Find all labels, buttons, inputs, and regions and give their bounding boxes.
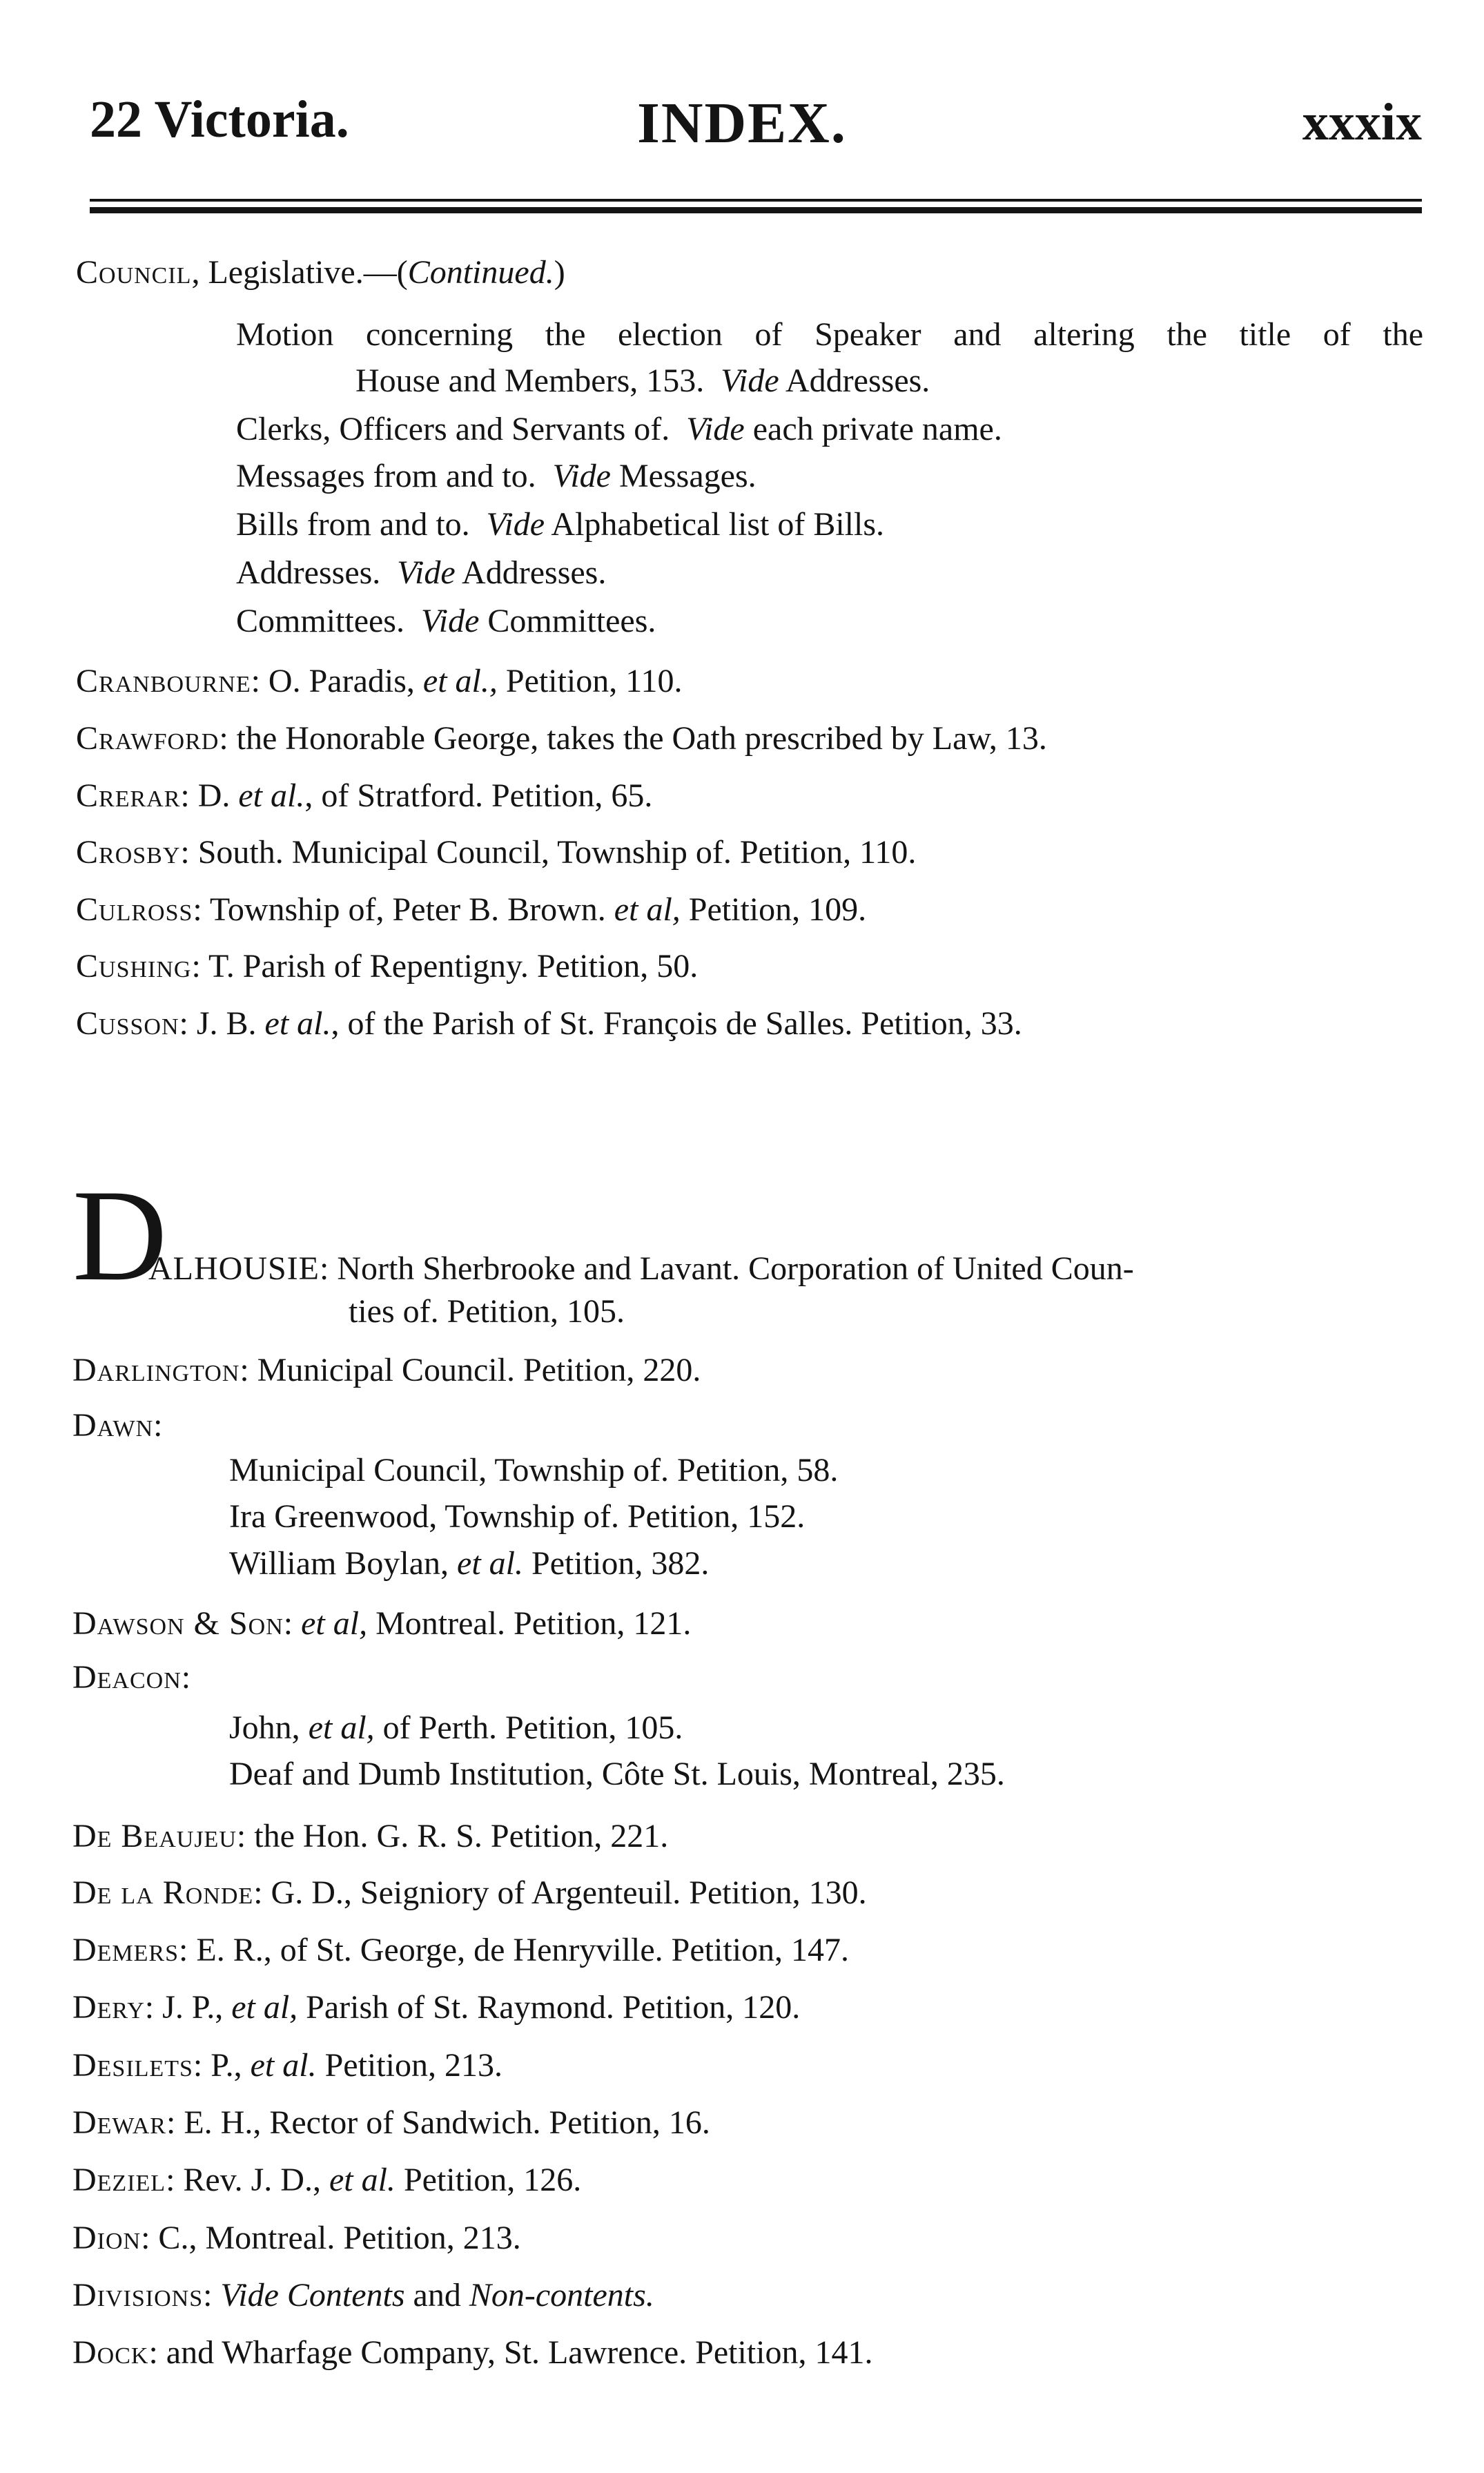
entry-head: Dawn: [72, 1407, 154, 1444]
subentry-messages: Messages from and to. Vide Messages.: [236, 458, 756, 494]
entry-head: Crawford: [76, 720, 219, 757]
header-rule-thin: [90, 199, 1422, 202]
entry-cushing: Cushing: T. Parish of Repentigny. Petition, 50.: [76, 948, 699, 985]
entry-crerar: Crerar: D. et al., of Stratford. Petition, 65.: [76, 777, 653, 814]
entry-head: Cushing: [76, 948, 192, 985]
entry-head: Divisions: [72, 2277, 204, 2314]
entry-desilets: Desilets: P., et al. Petition, 213.: [72, 2047, 502, 2084]
entry-head: Culross: [76, 891, 193, 928]
entry-council: Council, Legislative.—(Continued.): [76, 254, 565, 291]
subentry-addresses: Addresses. Vide Addresses.: [236, 554, 607, 591]
entry-dock: Dock: and Wharfage Company, St. Lawrence. Petition, 141.: [72, 2334, 873, 2371]
entry-head: Desilets: [72, 2047, 193, 2084]
entry-head: Crerar: [76, 777, 181, 814]
running-head-left: 22 Victoria.: [90, 90, 349, 148]
entry-head: Dery: [72, 1989, 145, 2026]
entry-de-la-ronde: De la Ronde: G. D., Seigniory of Argenteuil. Petition, 130.: [72, 1874, 867, 1911]
subentry-deacon-institution: Deaf and Dumb Institution, Côte St. Louis, Montreal, 235.: [229, 1756, 1005, 1792]
entry-cusson: Cusson: J. B. et al., of the Parish of St. François de Salles. Petition, 33.: [76, 1005, 1022, 1042]
entry-deacon: Deacon:: [72, 1659, 191, 1696]
entry-head: De Beaujeu: [72, 1818, 237, 1854]
subentry-motion-cont: House and Members, 153. Vide Addresses.: [355, 362, 930, 399]
entry-head: Deacon: [72, 1659, 182, 1696]
entry-dewar: Dewar: E. H., Rector of Sandwich. Petition, 16.: [72, 2104, 710, 2141]
entry-head: ALHOUSIE: [148, 1250, 320, 1287]
subentry-dawn-boylan: William Boylan, et al. Petition, 382.: [229, 1545, 710, 1582]
entry-dalhousie: ALHOUSIE: North Sherbrooke and Lavant. Corporation of United Coun-: [148, 1250, 1134, 1287]
subentry-motion: Motion concerning the election of Speaker and altering the title of the: [236, 316, 1423, 353]
entry-head: Cusson: [76, 1005, 179, 1042]
entry-crosby: Crosby: South. Municipal Council, Township of. Petition, 110.: [76, 834, 917, 871]
entry-demers: Demers: E. R., of St. George, de Henryville. Petition, 147.: [72, 1932, 850, 1968]
entry-head: Cranbourne: [76, 663, 251, 699]
entry-crawford: Crawford: the Honorable George, takes the Oath prescribed by Law, 13.: [76, 720, 1047, 757]
entry-head: Crosby: [76, 834, 181, 871]
running-head-title: INDEX.: [637, 91, 847, 155]
entry-divisions: Divisions: Vide Contents and Non-contents.: [72, 2277, 654, 2314]
entry-darlington: Darlington: Municipal Council. Petition, 220.: [72, 1352, 701, 1388]
running-head: [0, 83, 1484, 159]
page-number: xxxix: [1302, 93, 1422, 151]
entry-culross: Culross: Township of, Peter B. Brown. et al, Petition, 109.: [76, 891, 867, 928]
entry-dawson: Dawson & Son: et al, Montreal. Petition, 121.: [72, 1605, 692, 1642]
subentry-deacon-john: John, et al, of Perth. Petition, 105.: [229, 1709, 683, 1746]
entry-cranbourne: Cranbourne: O. Paradis, et al., Petition, 110.: [76, 663, 683, 699]
entry-dery: Dery: J. P., et al, Parish of St. Raymond. Petition, 120.: [72, 1989, 801, 2026]
subentry-dawn-greenwood: Ira Greenwood, Township of. Petition, 152.: [229, 1498, 806, 1535]
entry-dalhousie-cont: ties of. Petition, 105.: [349, 1293, 625, 1330]
drop-cap-d: D: [72, 1163, 168, 1308]
entry-head: De la Ronde: [72, 1874, 254, 1911]
entry-head: Dock: [72, 2334, 149, 2371]
header-rule-thick: [90, 207, 1422, 213]
entry-head: Council: [76, 254, 192, 291]
entry-head: Demers: [72, 1932, 179, 1968]
entry-head: Darlington: [72, 1352, 240, 1388]
subentry-bills: Bills from and to. Vide Alphabetical list of Bills.: [236, 506, 885, 543]
entry-dawn: Dawn:: [72, 1407, 163, 1444]
entry-head: Dewar: [72, 2104, 166, 2141]
entry-head: Dion: [72, 2220, 141, 2256]
entry-head: Dawson & Son: [72, 1605, 284, 1642]
entry-head: Deziel: [72, 2162, 166, 2198]
entry-deziel: Deziel: Rev. J. D., et al. Petition, 126.: [72, 2162, 582, 2198]
entry-dion: Dion: C., Montreal. Petition, 213.: [72, 2220, 521, 2256]
subentry-committees: Committees. Vide Committees.: [236, 603, 656, 639]
entry-de-beaujeu: De Beaujeu: the Hon. G. R. S. Petition, 221.: [72, 1818, 669, 1854]
subentry-dawn-council: Municipal Council, Township of. Petition, 58.: [229, 1452, 839, 1488]
subentry-clerks: Clerks, Officers and Servants of. Vide each private name.: [236, 411, 1002, 447]
